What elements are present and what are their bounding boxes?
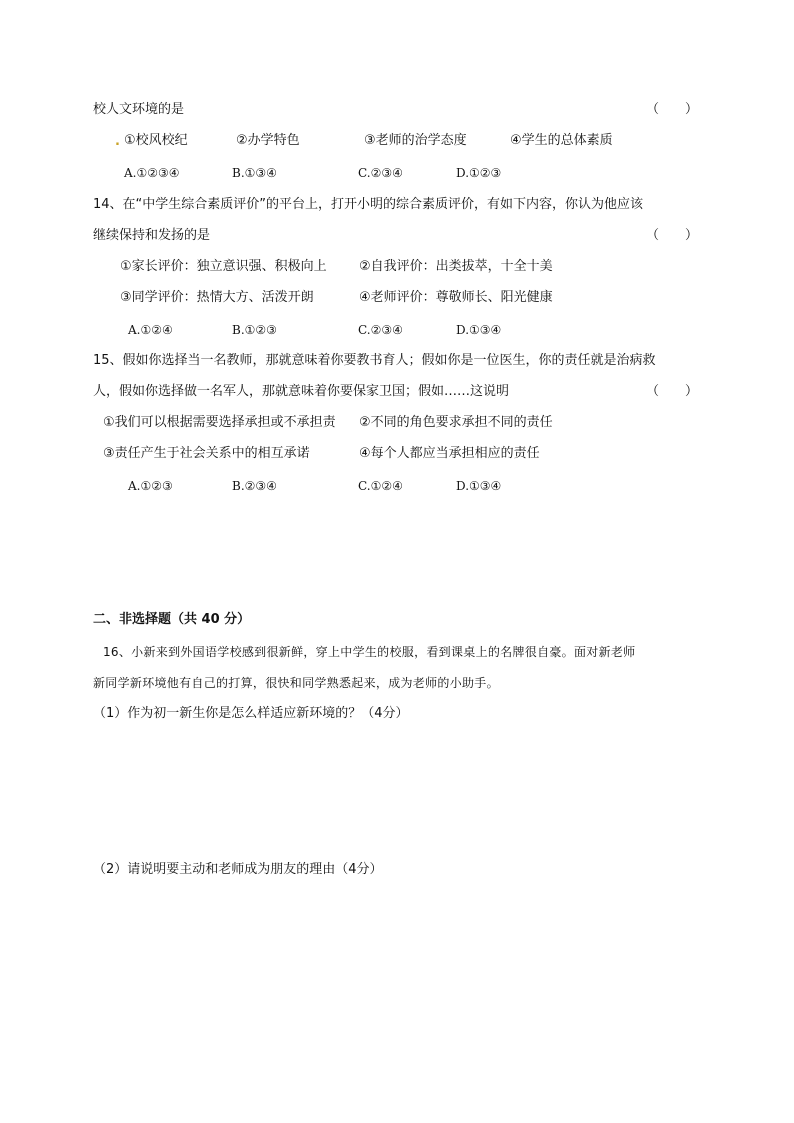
q14-option-d: D.①③④ <box>456 323 502 337</box>
q14-item-2: ②自我评价：出类拔萃，十全十美 <box>359 259 553 274</box>
q15-option-a: A.①②③ <box>128 479 173 493</box>
q15-option-b: B.②③④ <box>232 479 277 493</box>
section2-heading: 二、非选择题（共 40 分） <box>93 612 251 627</box>
q13-item-1: ①校风校纪 <box>124 133 188 148</box>
q15-option-c: C.①②④ <box>358 479 403 493</box>
q13-option-c: C.②③④ <box>358 166 403 180</box>
q14-answer-paren: （ ） <box>646 228 699 243</box>
q13-answer-paren: （ ） <box>646 102 699 117</box>
decorative-dot: . <box>115 134 120 149</box>
q15-item-1: ①我们可以根据需要选择承担或不承担责 <box>103 415 336 430</box>
q15-item-4: ④每个人都应当承担相应的责任 <box>359 446 540 461</box>
q15-item-3: ③责任产生于社会关系中的相互承诺 <box>103 446 310 461</box>
q14-stem-line2: 继续保持和发扬的是 <box>93 228 211 243</box>
q16-stem-line1: 16、小新来到外国语学校感到很新鲜，穿上中学生的校服，看到课桌上的名牌很自豪。面对新老师 <box>103 645 636 659</box>
q13-option-b: B.①③④ <box>232 166 277 180</box>
q14-item-3: ③同学评价：热情大方、活泼开朗 <box>120 290 314 305</box>
q14-option-b: B.①②③ <box>232 323 277 337</box>
q13-stem-tail: 校人文环境的是 <box>93 102 185 117</box>
q13-item-2: ②办学特色 <box>236 133 300 148</box>
q13-option-a: A.①②③④ <box>124 166 180 180</box>
q15-item-2: ②不同的角色要求承担不同的责任 <box>359 415 553 430</box>
q14-item-1: ①家长评价：独立意识强、积极向上 <box>120 259 327 274</box>
q13-item-3: ③老师的治学态度 <box>364 133 467 148</box>
q13-item-4: ④学生的总体素质 <box>510 133 613 148</box>
q14-stem-line1: 14、在“中学生综合素质评价”的平台上，打开小明的综合素质评价，有如下内容，你认为他应该 <box>93 197 644 212</box>
q15-stem-line2: 人，假如你选择做一名军人，那就意味着你要保家卫国；假如……这说明 <box>93 384 510 399</box>
q14-item-4: ④老师评价：尊敬师长、阳光健康 <box>359 290 553 305</box>
q15-option-d: D.①③④ <box>456 479 502 493</box>
q14-option-a: A.①②④ <box>128 323 173 337</box>
q16-sub-question-2: （2）请说明要主动和老师成为朋友的理由（4分） <box>93 862 383 877</box>
q13-option-d: D.①②③ <box>456 166 502 180</box>
q16-stem-line2: 新同学新环境他有自己的打算，很快和同学熟悉起来，成为老师的小助手。 <box>93 676 499 690</box>
q14-option-c: C.②③④ <box>358 323 403 337</box>
q15-stem-line1: 15、假如你选择当一名教师，那就意味着你要教书育人；假如你是一位医生，你的责任就是治病救 <box>93 353 656 368</box>
q15-answer-paren: （ ） <box>646 384 699 399</box>
q16-sub-question-1: （1）作为初一新生你是怎么样适应新环境的？（4分） <box>93 706 409 721</box>
